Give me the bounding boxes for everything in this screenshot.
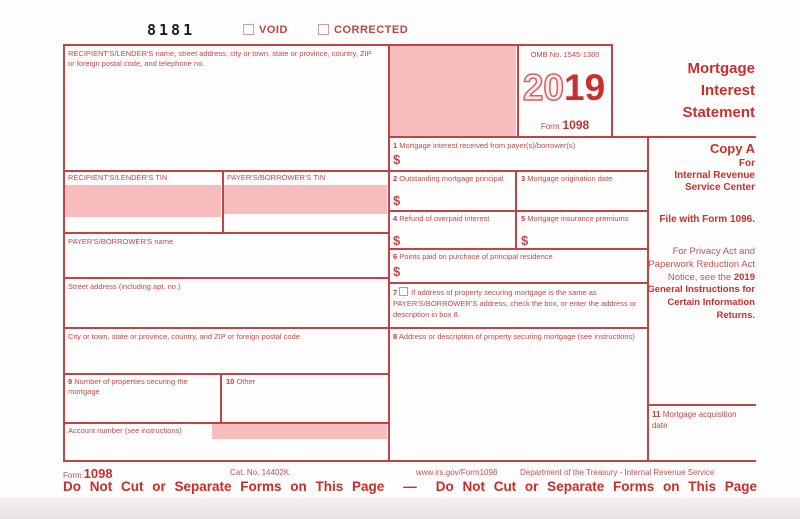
border-line	[222, 170, 224, 234]
box5-dollar-sign: $	[521, 233, 529, 248]
box3-label	[521, 174, 643, 184]
box11-text: Mortgage acquisition date	[652, 410, 737, 430]
box4-number: 4	[393, 214, 398, 223]
account-number-label: Account number (see instructions)	[68, 426, 182, 435]
form-word: Form	[540, 122, 560, 131]
box4-label	[393, 214, 505, 224]
street-address-label: Street address (including apt. no.)	[68, 282, 181, 291]
box10-text: Other	[236, 377, 256, 386]
box8-text: Address or description of property securing mortgage (see instructions)	[398, 332, 635, 341]
box2-dollar-sign: $	[393, 193, 401, 208]
box3-number: 3	[521, 174, 526, 183]
border-line	[388, 44, 390, 462]
footer-form-num: 1098	[83, 466, 113, 481]
box7-text: If address of property securing mortgage is the same as PAYER'S/BORROWER'S address, check the box, or enter the address or description in box 8.	[393, 288, 637, 319]
file-with-label: File with Form 1096.	[659, 214, 755, 225]
omb-number: OMB No. 1545-1380	[530, 50, 600, 59]
form-print-code: 8181	[147, 21, 196, 39]
box10-number: 10	[226, 377, 235, 386]
box6-label	[393, 252, 643, 262]
box4-text: Refund of overpaid interest	[399, 214, 490, 223]
copy-irs-line2: Service Center	[684, 182, 755, 193]
border-line	[388, 136, 756, 138]
box5-text: Mortgage insurance premiums	[527, 214, 629, 223]
corrected-checkbox[interactable]	[318, 24, 329, 35]
copy-for-label: For	[738, 158, 755, 169]
border-line	[63, 277, 390, 279]
box9-number: 9	[68, 377, 73, 386]
box2-label	[393, 174, 509, 184]
border-line	[63, 44, 65, 462]
border-line	[63, 422, 390, 424]
border-line	[388, 282, 649, 284]
box9-text: Number of properties securing the mortgage	[68, 377, 188, 396]
privacy-regular-text: For Privacy Act and Paperwork Reduction Act Notice, see the	[648, 246, 755, 283]
box9-label	[68, 377, 216, 396]
border-line	[388, 248, 649, 250]
box6-number: 6	[393, 252, 398, 261]
box2-text: Outstanding mortgage principal	[399, 174, 504, 183]
corrected-label: CORRECTED	[334, 24, 409, 36]
form-title: Mortgage Interest Statement	[682, 60, 755, 121]
copy-irs-line1: Internal Revenue	[674, 170, 755, 181]
recipient-tin-label: RECIPIENT'S/LENDER'S TIN	[68, 173, 168, 182]
border-line	[388, 210, 649, 212]
payer-tin-entry-area[interactable]	[224, 185, 387, 214]
box6-text: Points paid on purchase of principal residence	[399, 252, 553, 261]
box8-label	[393, 332, 643, 342]
city-state-zip-label: City or town, state or province, country, and ZIP or foreign postal code	[68, 332, 300, 341]
catalog-number: Cat. No. 14402K	[230, 468, 290, 477]
do-not-cut-right: Do Not Cut or Separate Forms on This Page	[435, 479, 757, 494]
border-line	[63, 44, 613, 46]
dash-separator: —	[403, 479, 417, 494]
box11-number: 11	[652, 410, 661, 419]
recipient-tin-entry-area[interactable]	[65, 185, 221, 217]
copy-a-label: Copy A	[709, 141, 755, 156]
privacy-act-notice	[643, 246, 755, 323]
box1-dollar-sign: $	[393, 152, 401, 167]
tax-year-suffix: 19	[564, 67, 606, 108]
box5-label	[521, 214, 631, 224]
payer-name-label: PAYER'S/BORROWER'S name	[68, 237, 174, 246]
box7-label	[393, 287, 645, 320]
box1-number: 1	[393, 141, 398, 150]
recipient-lender-name-label: RECIPIENT'S/LENDER'S name, street address, city or town, state or province, country, ZIP or foreign postal code, and telephone no.	[68, 49, 372, 68]
footer-form-word: Form	[63, 471, 82, 480]
box10-label	[226, 377, 376, 387]
box8-number: 8	[393, 332, 398, 341]
border-line	[63, 232, 390, 234]
filer-entry-area[interactable]	[389, 46, 516, 137]
void-checkbox[interactable]	[243, 24, 254, 35]
border-line	[63, 460, 756, 462]
border-line	[220, 373, 222, 424]
form-number-line	[517, 118, 613, 132]
box7-checkbox[interactable]	[399, 287, 408, 296]
box11-label	[652, 409, 752, 431]
do-not-cut-line	[63, 479, 757, 494]
form-number: 1098	[562, 118, 590, 132]
privacy-bold-text: 2019 General Instructions for Certain Information Returns.	[647, 271, 755, 321]
tax-year-prefix: 20	[522, 67, 564, 108]
box1-text: Mortgage interest received from payer(s)/borrower(s)	[399, 141, 576, 150]
border-line	[647, 404, 756, 406]
void-label: VOID	[259, 24, 288, 36]
border-line	[63, 373, 390, 375]
do-not-cut-left: Do Not Cut or Separate Forms on This Page	[63, 479, 385, 494]
border-line	[515, 170, 517, 250]
box3-text: Mortgage origination date	[527, 174, 613, 183]
box4-dollar-sign: $	[393, 233, 401, 248]
box1-label	[393, 141, 643, 151]
border-line	[63, 170, 649, 172]
box5-number: 5	[521, 214, 526, 223]
box2-number: 2	[393, 174, 398, 183]
border-line	[63, 327, 649, 329]
payer-tin-label: PAYER'S/BORROWER'S TIN	[227, 173, 326, 182]
treasury-label: Department of the Treasury - Internal Revenue Service	[520, 468, 715, 477]
tax-year	[515, 68, 613, 108]
irs-url: www.irs.gov/Form1098	[416, 468, 498, 477]
box6-dollar-sign: $	[393, 264, 401, 279]
box7-number: 7	[393, 288, 398, 297]
